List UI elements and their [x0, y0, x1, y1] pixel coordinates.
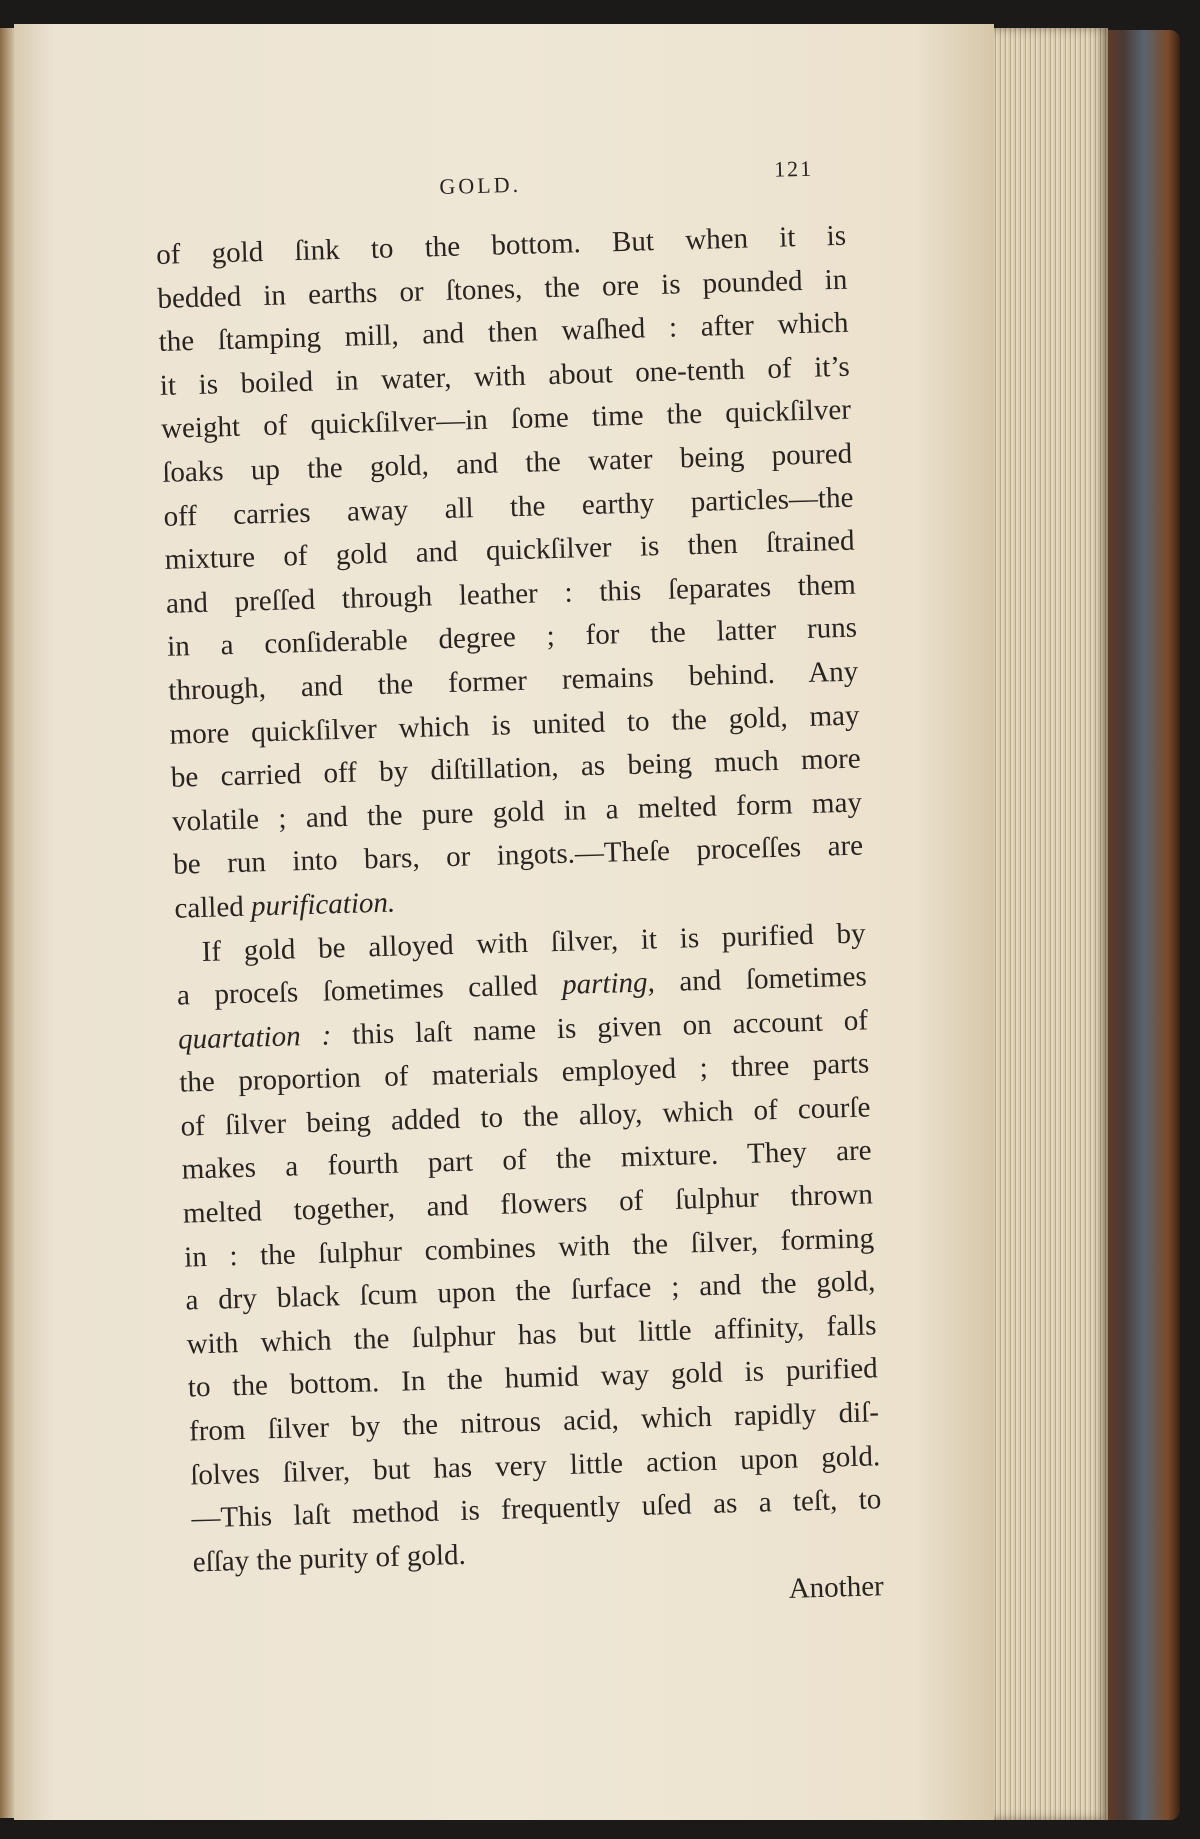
line-text: and ſometimes: [678, 960, 868, 998]
catchword: Another: [788, 1570, 885, 1606]
page-edges: [988, 28, 1108, 1820]
line-text: a proceſs ſometimes called: [176, 969, 538, 1012]
line-text: —This laſt method is frequently uſed as a teſt, to: [191, 1483, 882, 1535]
line-text: from ſilver by the nitrous acid, which rapidly diſ-: [188, 1396, 880, 1448]
line-text: with which the ſulphur has but little affinity, falls: [186, 1309, 877, 1361]
line-text: the proportion of materials employed ; three parts: [178, 1047, 870, 1099]
line-text: be run into bars, or ingots.—Theſe proceſſes are: [172, 829, 864, 882]
line-text: through, and the former remains behind. Any: [167, 655, 859, 707]
line-text: of gold ſink to the bottom. But when it is: [155, 219, 847, 271]
line-text: called: [174, 890, 245, 925]
line-text: in a conſiderable degree ; for the latter runs: [166, 611, 858, 664]
body-text: [156, 215, 883, 1585]
line-text: in : the ſulphur combines with the ſilver, forming: [183, 1221, 875, 1274]
line-text: eſſay the purity of gold.: [192, 1538, 467, 1579]
page-number: 121: [773, 155, 814, 182]
running-head-title: GOLD.: [439, 171, 522, 200]
book-page: [14, 24, 994, 1820]
line-text: be carried off by diſtillation, as being much more: [170, 742, 862, 794]
italic-term: purification.: [250, 886, 396, 923]
italic-term: quartation :: [177, 1019, 332, 1056]
line-text: ſoaks up the gold, and the water being poured: [161, 437, 853, 489]
line-text: to the bottom. In the humid way gold is purified: [187, 1352, 879, 1404]
book-cover: [1100, 30, 1180, 1820]
line-text: and preſſed through leather : this ſeparates them: [165, 568, 857, 620]
line-text: If gold be alloyed with ſilver, it is purified by: [201, 916, 866, 968]
line-text: this laſt name is given on account of: [351, 1004, 869, 1051]
line-text: makes a fourth part of the mixture. They are: [181, 1134, 873, 1187]
line-text: mixture of gold and quickſilver is then ſtrained: [164, 524, 855, 576]
line-text: bedded in earths or ſtones, the ore is pounded in: [157, 263, 848, 315]
line-text: volatile ; and the pure gold in a melted form may: [171, 786, 863, 838]
line-text: it is boiled in water, with about one-tenth of it’s: [159, 350, 851, 402]
line-text: ſolves ſilver, but has very little action upon gold.: [189, 1439, 881, 1492]
line-text: more quickſilver which is united to the gold, may: [169, 699, 860, 751]
line-text: weight of quickſilver—in ſome time the quickſilver: [160, 394, 852, 446]
line-text: off carries away all the earthy particles—the: [163, 481, 854, 533]
line-text: melted together, and flowers of ſulphur thrown: [182, 1178, 874, 1230]
line-text: of ſilver being added to the alloy, which of courſe: [180, 1091, 871, 1143]
line-text: a dry black ſcum upon the ſurface ; and the gold,: [185, 1265, 876, 1317]
line-text: the ſtamping mill, and then waſhed : after which: [158, 306, 849, 359]
italic-term: parting,: [561, 966, 656, 1002]
text-block: [154, 155, 884, 1629]
